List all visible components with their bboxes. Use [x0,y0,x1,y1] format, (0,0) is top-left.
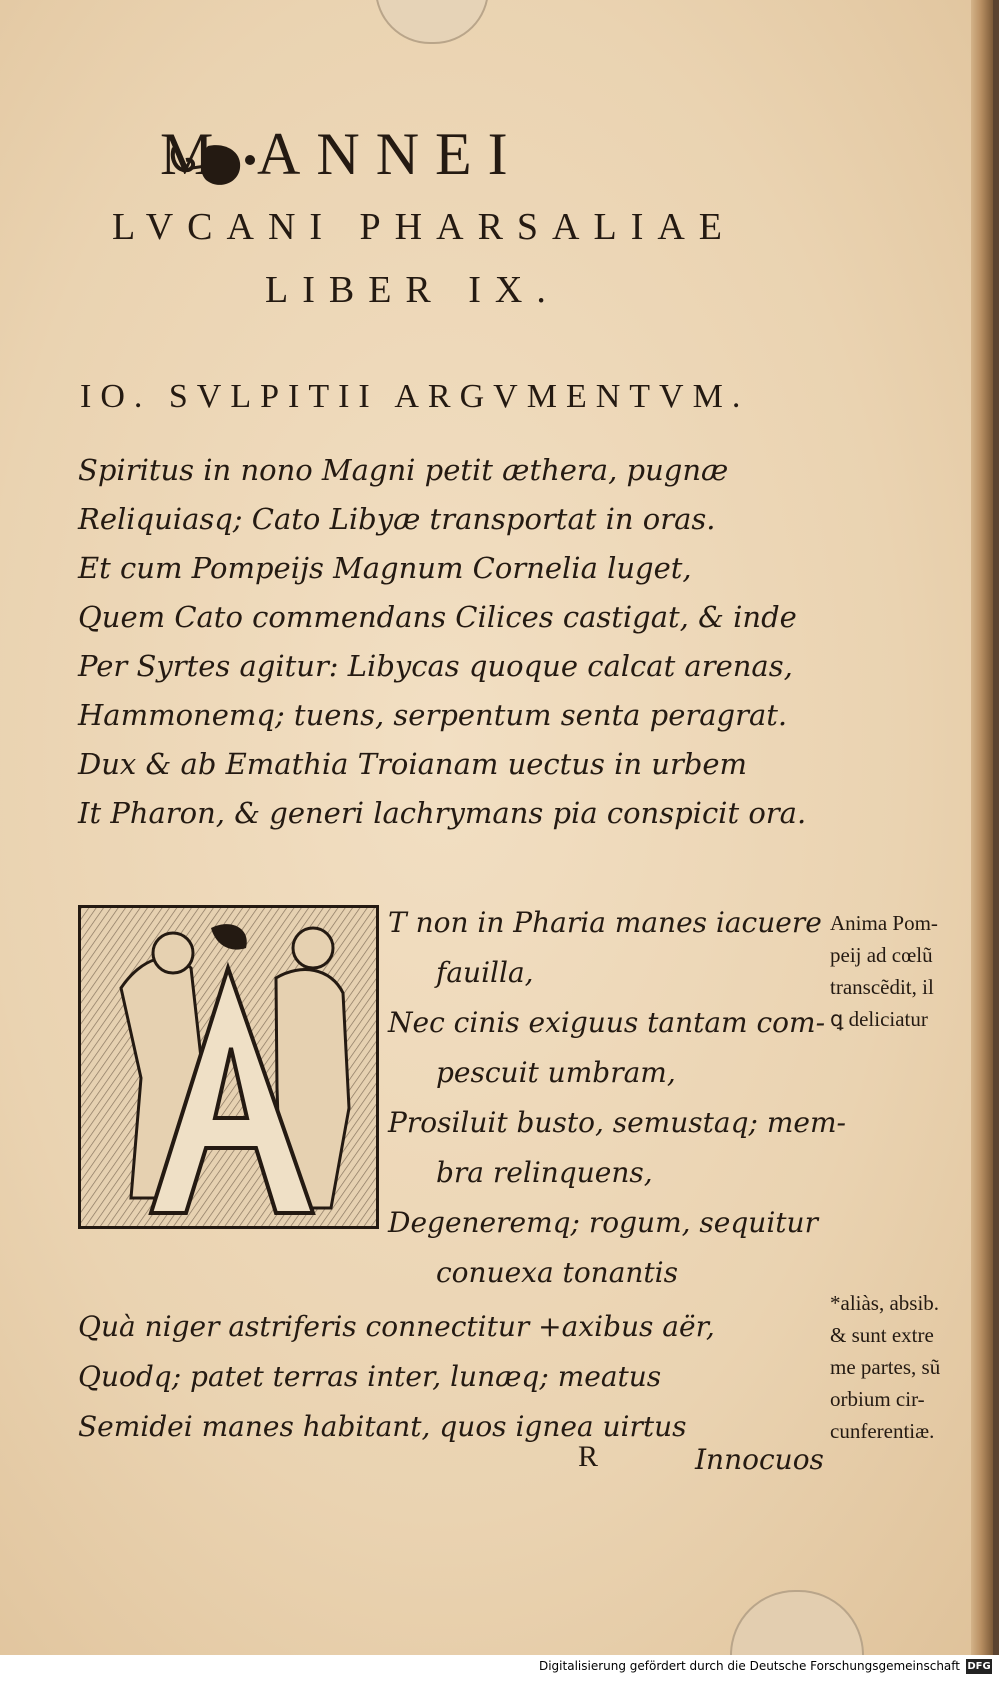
argument-line: Per Syrtes agitur: Libycas quoque calcat arenas, [78,649,793,683]
margin-note-line: me partes, sũ [830,1355,941,1379]
catchword: Innocuos [695,1443,824,1476]
signature-mark: R [578,1440,599,1473]
verse-line: fauilla, [436,956,534,989]
argument-line: Hammonemq; tuens, serpentum senta peragrat. [78,698,788,732]
page-clip-top [375,0,489,44]
margin-note-line: ꝗ deliciatur [830,1007,928,1031]
margin-note-line: *aliàs, absib. [830,1291,940,1315]
verse-line: conuexa tonantis [436,1256,679,1289]
dfg-logo-icon: DFG [967,1661,991,1672]
heading-work-title: LVCANI PHARSALIAE [112,206,737,248]
margin-note-anima [830,907,990,1035]
argument-line: Spiritus in nono Magni petit æthera, pugnæ [78,453,729,487]
verse-line: Degeneremq; rogum, sequitur [388,1206,818,1239]
argument-line: It Pharon, & generi lachrymans pia conspicit ora. [78,796,807,830]
margin-note-line: cunferentiæ. [830,1419,935,1443]
heading-book-number: LIBER IX. [265,269,560,311]
verse-line: Quodq; patet terras inter, lunæq; meatus [78,1360,662,1393]
argument-title: IO. SVLPITII ARGVMENTVM. [80,378,750,415]
margin-note-alias [830,1287,990,1447]
verse-full-width [78,1302,778,1452]
verse-line: T non in Pharia manes iacuere [388,906,822,939]
verse-beside-initial [388,898,846,1298]
margin-note-line: & sunt extre [830,1323,934,1347]
argument-line: Quem Cato commendans Cilices castigat, & inde [78,600,797,634]
verse-line: pescuit umbram, [436,1056,676,1089]
argument-line: Reliquiasq; Cato Libyæ transportat in oras. [78,502,716,536]
woodcut-initial-a-icon [81,908,376,1226]
margin-note-line: orbium cir- [830,1387,925,1411]
verse-line: Nec cinis exiguus tantam com- [388,1006,826,1039]
argument-line: Dux & ab Emathia Troianam uectus in urbem [78,747,748,781]
footer-bar [0,1655,1000,1681]
margin-note-line: peij ad cœlũ [830,943,933,967]
heading-author: M ANNEI [160,121,524,187]
verse-line: Semidei manes habitant, quos ignea uirtus [78,1410,687,1443]
verse-line: Prosiluit busto, semustaq; mem- [388,1106,846,1139]
verse-line: Quà niger astriferis connectitur +axibus aër, [78,1310,715,1343]
margin-note-line: transcẽdit, il [830,975,934,999]
verse-line: bra relinquens, [436,1156,653,1189]
woodcut-initial-a [78,905,379,1229]
argument-verse [78,446,858,838]
argument-line: Et cum Pompeijs Magnum Cornelia luget, [78,551,692,585]
funding-credit: Digitalisierung gefördert durch die Deutsche Forschungsgemeinschaft [538,1659,960,1673]
margin-note-line: Anima Pom- [830,911,938,935]
